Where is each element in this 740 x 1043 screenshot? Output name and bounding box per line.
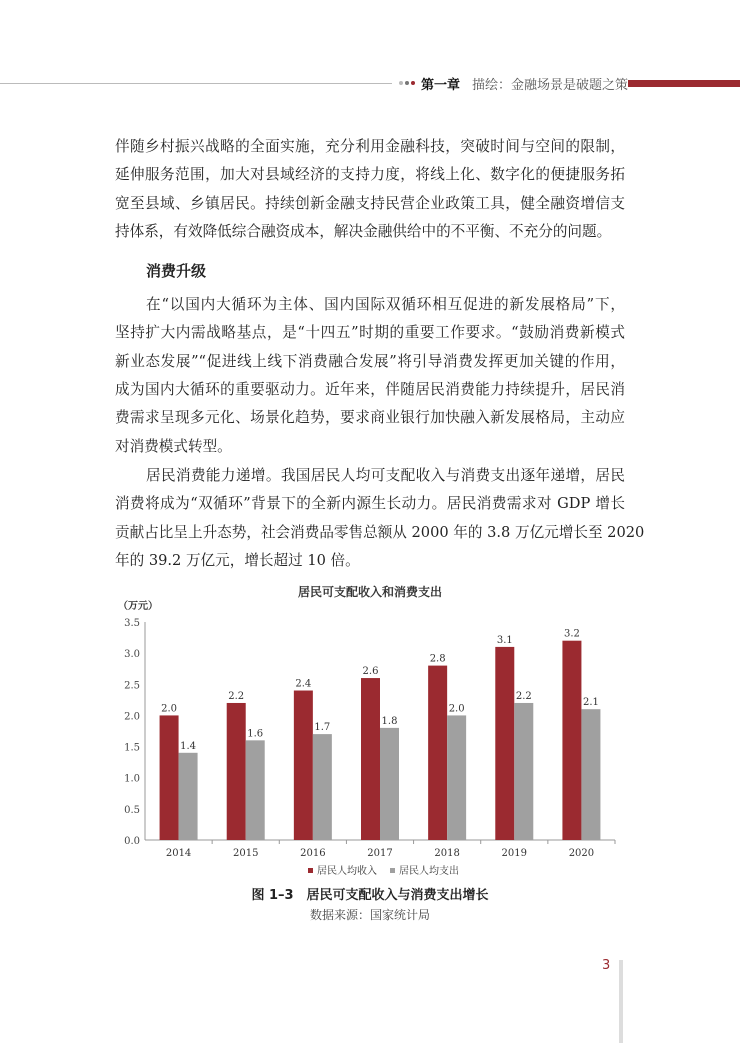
x-tick-label: 2019 bbox=[501, 848, 528, 859]
text-line: 消费将成为“双循环”背景下的全新内源生长动力。居民消费需求对 GDP 增长 bbox=[115, 495, 625, 512]
bar-chart bbox=[0, 580, 740, 880]
data-label: 2.8 bbox=[429, 653, 446, 665]
data-label: 2.6 bbox=[362, 666, 379, 678]
legend-swatch bbox=[308, 868, 313, 873]
text-line: 费需求呈现多元化、场景化趋势，要求商业银行加快融入新发展格局，主动应 bbox=[115, 409, 625, 426]
chapter-title: 描绘：金融场景是破题之策 bbox=[472, 78, 629, 93]
bar-income bbox=[294, 691, 313, 840]
text-line: 伴随乡村振兴战略的全面实施，充分利用金融科技，突破时间与空间的限制， bbox=[115, 138, 625, 155]
text-line: 宽至县域、乡镇居民。持续创新金融支持民营企业政策工具，健全融资增信支 bbox=[115, 195, 625, 212]
bar-expenditure bbox=[179, 753, 198, 840]
y-axis-unit: （万元） bbox=[118, 601, 158, 612]
x-tick-label: 2014 bbox=[165, 848, 192, 859]
text-line: 贡献占比呈上升态势，社会消费品零售总额从 2000 年的 3.8 万亿元增长至 2020 bbox=[115, 524, 645, 541]
y-tick-label: 0.0 bbox=[124, 836, 140, 847]
x-tick-label: 2016 bbox=[300, 848, 326, 859]
data-label: 1.8 bbox=[381, 715, 398, 727]
data-label: 2.2 bbox=[228, 690, 245, 702]
text-line: 延伸服务范围，加大对县域经济的支持力度，将线上化、数字化的便捷服务拓 bbox=[115, 166, 625, 183]
text-line: 持体系，有效降低综合融资成本，解决金融供给中的不平衡、不充分的问题。 bbox=[115, 223, 612, 240]
data-label: 1.6 bbox=[247, 728, 264, 740]
text-line: 新业态发展”“促进线上线下消费融合发展”将引导消费发挥更加关键的作用， bbox=[115, 353, 625, 370]
bar-income bbox=[562, 641, 581, 840]
data-label: 2.1 bbox=[582, 697, 599, 709]
bar-expenditure bbox=[447, 715, 466, 840]
legend-label: 居民人均支出 bbox=[399, 866, 459, 877]
y-tick-label: 2.0 bbox=[124, 711, 140, 723]
text-line: 坚持扩大内需战略基点，是“十四五”时期的重要工作要求。“鼓励消费新模式 bbox=[115, 324, 625, 341]
bar-expenditure bbox=[581, 709, 600, 840]
header-dot bbox=[399, 81, 403, 85]
legend-label: 居民人均收入 bbox=[317, 866, 377, 877]
bar-expenditure bbox=[246, 740, 265, 840]
data-label: 2.4 bbox=[295, 678, 312, 690]
page-number: 3 bbox=[602, 958, 611, 973]
page-edge-bar bbox=[619, 960, 623, 1043]
bar-expenditure bbox=[380, 728, 399, 840]
header-accent-bar bbox=[628, 80, 740, 87]
x-tick-label: 2020 bbox=[568, 848, 595, 859]
header-rule bbox=[0, 83, 392, 84]
bar-income bbox=[361, 678, 380, 840]
chapter-label: 第一章 bbox=[421, 78, 461, 93]
header-dot bbox=[411, 81, 415, 85]
x-tick-label: 2018 bbox=[434, 848, 460, 859]
header-dot bbox=[405, 81, 409, 85]
bar-income bbox=[495, 647, 514, 840]
data-label: 2.0 bbox=[161, 703, 178, 715]
data-label: 2.2 bbox=[515, 690, 532, 702]
section-heading: 消费升级 bbox=[146, 262, 207, 280]
y-tick-label: 1.5 bbox=[124, 742, 140, 754]
bar-expenditure bbox=[313, 734, 332, 840]
data-label: 1.7 bbox=[314, 722, 331, 734]
text-line: 成为国内大循环的重要驱动力。近年来，伴随居民消费能力持续提升，居民消 bbox=[115, 381, 625, 398]
bar-expenditure bbox=[514, 703, 533, 840]
chart-title: 居民可支配收入和消费支出 bbox=[297, 585, 443, 599]
bar-income bbox=[428, 666, 447, 840]
y-tick-label: 3.0 bbox=[124, 649, 140, 661]
figure-caption: 图 1–3 居民可支配收入与消费支出增长 bbox=[251, 888, 489, 903]
y-tick-label: 2.5 bbox=[124, 680, 140, 692]
x-tick-label: 2015 bbox=[232, 848, 259, 859]
legend-swatch bbox=[390, 868, 395, 873]
bar-income bbox=[227, 703, 246, 840]
y-tick-label: 1.0 bbox=[124, 773, 140, 785]
text-line: 年的 39.2 万亿元，增长超过 10 倍。 bbox=[115, 552, 360, 569]
x-tick-label: 2017 bbox=[367, 848, 393, 859]
text-line: 对消费模式转型。 bbox=[115, 438, 232, 455]
data-label: 2.0 bbox=[448, 703, 465, 715]
bar-income bbox=[160, 715, 179, 840]
y-tick-label: 0.5 bbox=[124, 804, 140, 816]
text-line: 居民消费能力递增。我国居民人均可支配收入与消费支出逐年递增，居民 bbox=[146, 467, 625, 484]
y-tick-label: 3.5 bbox=[124, 618, 140, 629]
data-label: 3.1 bbox=[496, 634, 513, 646]
data-label: 1.4 bbox=[180, 740, 197, 752]
text-line: 在“以国内大循环为主体、国内国际双循环相互促进的新发展格局”下， bbox=[146, 296, 625, 313]
data-label: 3.2 bbox=[563, 628, 580, 640]
figure-source: 数据来源：国家统计局 bbox=[309, 908, 430, 922]
